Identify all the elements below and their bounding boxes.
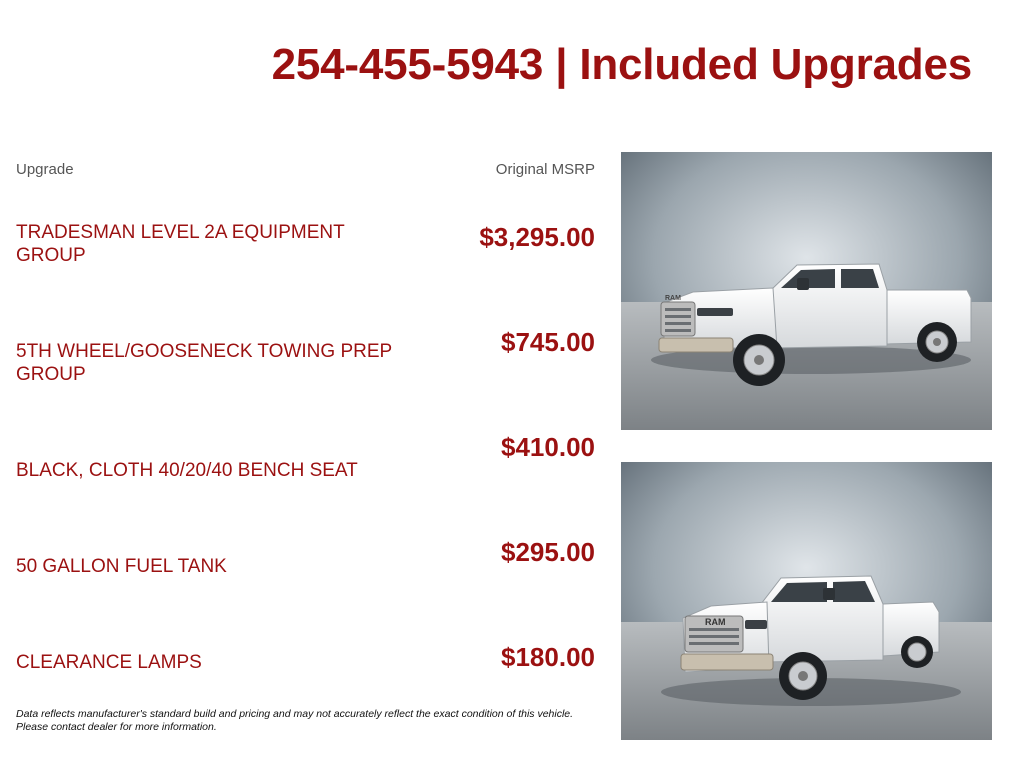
column-header-upgrade: Upgrade	[16, 161, 74, 178]
upgrade-name: CLEARANCE LAMPS	[16, 652, 202, 673]
front-wheel-2	[779, 652, 827, 700]
truck-photo-side	[621, 152, 992, 430]
truck-brand-badge: RAM	[705, 617, 726, 627]
upgrade-price: $3,295.00	[479, 222, 595, 252]
upgrade-price: $295.00	[501, 537, 595, 567]
disclaimer-text: Data reflects manufacturer's standard build and pricing and may not accurately reflect the exact condition of this vehicle. Please contact dealer for more information.	[16, 708, 574, 733]
upgrade-name: BLACK, CLOTH 40/20/40 BENCH SEAT	[16, 460, 358, 481]
column-header-msrp: Original MSRP	[495, 161, 595, 178]
truck-photo-front	[621, 462, 992, 740]
grille-bars-front	[689, 628, 739, 645]
rear-wheel-2	[901, 636, 933, 668]
upgrade-name: 50 GALLON FUEL TANK	[16, 556, 227, 577]
truck-brand-badge: RAM	[665, 295, 681, 302]
upgrade-price: $410.00	[501, 432, 595, 462]
rear-wheel	[917, 322, 957, 362]
upgrade-name: TRADESMAN LEVEL 2A EQUIPMENT GROUP	[16, 222, 345, 266]
page-title: 254-455-5943 | Included Upgrades	[271, 40, 972, 89]
front-wheel	[733, 334, 785, 386]
upgrade-name: 5TH WHEEL/GOOSENECK TOWING PREP GROUP	[16, 341, 392, 385]
upgrade-price: $180.00	[501, 642, 595, 672]
upgrade-price: $745.00	[501, 327, 595, 357]
